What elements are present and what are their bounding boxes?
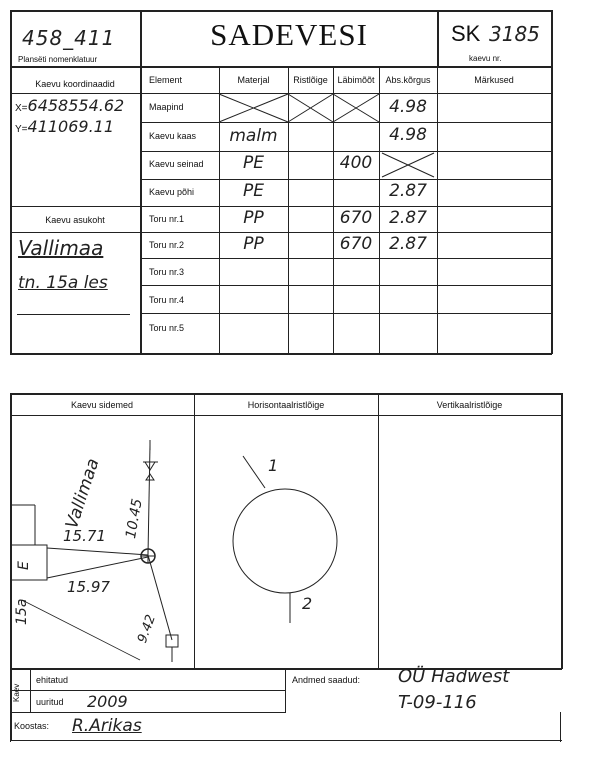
sketch-dim-upper: 15.71: [63, 527, 106, 545]
data-from-label: Andmed saadud:: [292, 675, 361, 685]
compiled-label: Koostas:: [14, 721, 50, 731]
row-element: Kaevu seinad: [149, 159, 204, 169]
cell-material: PE: [243, 181, 264, 201]
cell-elevation: 2.87: [389, 208, 427, 228]
sketch-dim-top: 10.45: [123, 497, 146, 540]
col-header-vertical: Vertikaalristlõige: [436, 400, 503, 410]
location-line1: Vallimaa: [18, 236, 104, 260]
sheet-number-label: Plansёti nomenklatuur: [18, 55, 98, 64]
row-element: Toru nr.1: [149, 214, 185, 224]
location-label: Kaevu asukoht: [45, 215, 105, 225]
row-element: Toru nr.2: [149, 240, 185, 250]
cell-elevation: 4.98: [389, 97, 427, 117]
cell-material: malm: [229, 126, 278, 146]
col-header-horizontal: Horisontaalristlõige: [247, 400, 325, 410]
th-elevation: Abs.kõrgus: [385, 75, 431, 85]
compiled-value: R.Arikas: [72, 716, 142, 736]
sheet-number: 458_411: [22, 26, 116, 50]
cell-diameter: 670: [339, 208, 373, 228]
built-label: ehitatud: [36, 675, 69, 685]
cell-elevation: 2.87: [389, 234, 427, 254]
coord-y-value: 411069.11: [27, 117, 115, 136]
well-number: 3185: [489, 22, 540, 46]
row-element: Toru nr.5: [149, 323, 185, 333]
cell-material: PP: [243, 208, 264, 228]
sketch-street-label: Vallimaa: [62, 456, 104, 532]
row-element: Maapind: [149, 102, 184, 112]
cell-elevation: 2.87: [389, 181, 427, 201]
row-element: Kaevu kaas: [149, 131, 197, 141]
th-section: Ristlõige: [293, 75, 328, 85]
col-header-ties: Kaevu sidemed: [70, 400, 134, 410]
sketch-house-letter: E: [16, 561, 32, 570]
coord-y-prefix: Y=: [15, 124, 28, 135]
cell-material: PP: [243, 234, 264, 254]
row-element: Toru nr.4: [149, 295, 185, 305]
th-diameter: Läbimõõt: [337, 75, 375, 85]
sketch-house-label: 15a: [14, 598, 30, 625]
location-line2: tn. 15a les: [18, 273, 108, 293]
data-from-company: OÜ Hadwest: [398, 666, 510, 687]
well-side-label: Kaev: [12, 683, 21, 702]
surveyed-value: 2009: [87, 692, 128, 711]
cell-diameter: 670: [339, 234, 373, 254]
row-element: Toru nr.3: [149, 267, 185, 277]
th-material: Materjal: [237, 75, 270, 85]
th-notes: Märkused: [474, 75, 514, 85]
cell-diameter: 400: [339, 153, 373, 173]
row-element: Kaevu põhi: [149, 187, 195, 197]
sketch-dim-lower: 15.97: [67, 578, 110, 596]
well-number-label: kaevu nr.: [469, 54, 502, 63]
coord-x-prefix: X=: [15, 103, 28, 114]
data-from-code: T-09-116: [398, 692, 477, 713]
pipe2-label: 2: [302, 594, 313, 613]
well-number-prefix: SK: [451, 21, 481, 46]
sketch-dim-pipe: 9.42: [135, 612, 159, 646]
cell-elevation: 4.98: [389, 125, 427, 145]
surveyed-label: uuritud: [36, 697, 64, 707]
cell-material: PE: [243, 153, 264, 173]
coordinates-label: Kaevu koordinaadid: [35, 79, 115, 89]
th-element: Element: [149, 75, 183, 85]
pipe1-label: 1: [268, 456, 279, 475]
page-title: SADEVESI: [210, 17, 368, 52]
coord-x-value: 6458554.62: [27, 96, 125, 115]
